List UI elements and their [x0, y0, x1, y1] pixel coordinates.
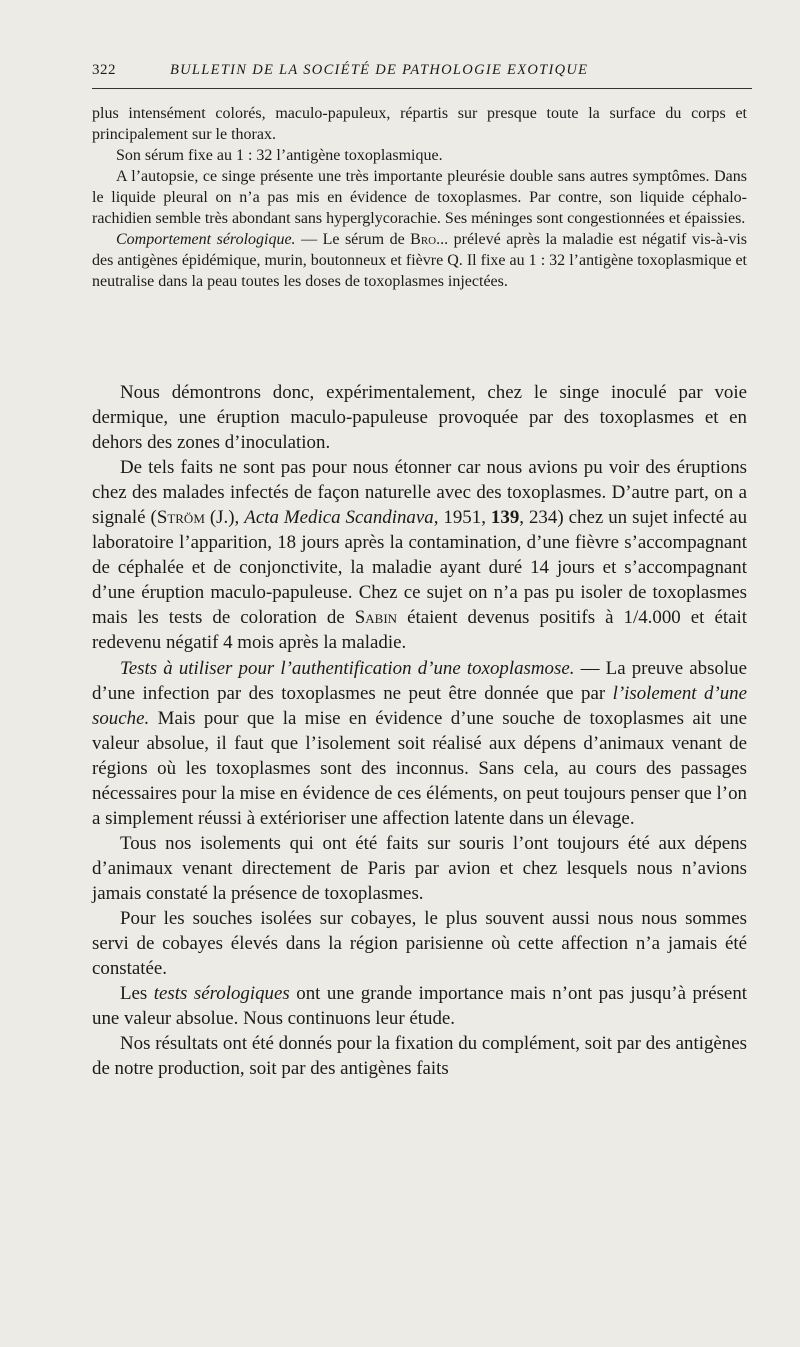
paragraph: De tels faits ne sont pas pour nous étonner car nous avions pu voir des éruptions chez des malades infectés de façon naturelle avec des toxoplasmes. D’autre part, on a signalé (Ström (J.), Acta Medica Scandinava, 1951, 139, 234) chez un sujet infecté au laboratoire l’apparition, 18 jours après la contamination, d’une fièvre s’accompagnant de céphalée et de conjonctivite, la maladie ayant duré 14 jours et s’accompagnant d’une éruption maculo-papuleuse. Chez ce sujet on n’a pas pu isoler de toxoplasmes mais les tests de coloration de Sabin étaient devenus positifs à 1/4.000 et était redevenu négatif 4 mois après la maladie.: [92, 457, 748, 654]
paragraph: Pour les souches isolées sur cobayes, le plus souvent aussi nous nous sommes servi de cobayes élevés dans la région parisienne où cette affection n’a jamais été constatée.: [92, 907, 747, 980]
author-name: Ström: [156, 507, 205, 529]
author-name: Bro: [410, 231, 437, 248]
section-heading: Comportement sérologique.: [116, 231, 296, 248]
paragraph: Nous démontrons donc, expérimentalement, chez le singe inoculé par voie dermique, une éruption maculo-papuleuse provoquée par des toxoplasmes et en dehors des zones d’inoculation.: [92, 382, 747, 454]
page-header: [92, 62, 752, 79]
section-heading: Tests à utiliser pour l’authentification d’une toxoplasmose.: [120, 657, 575, 679]
header-rule: [92, 88, 752, 89]
running-title: BULLETIN DE LA SOCIÉTÉ DE PATHOLOGIE EXOTIQUE: [170, 62, 589, 78]
main-text-section: [92, 380, 747, 1081]
paragraph: Nos résultats ont été donnés pour la fixation du complément, soit par des antigènes de notre production, soit par des antigènes faits: [92, 1033, 747, 1080]
emphasis: l’isolement d’une souche.: [92, 682, 747, 729]
emphasis: tests sérologiques: [153, 983, 290, 1005]
author-name: Sabin: [354, 607, 398, 629]
page-number: 322: [92, 62, 116, 78]
journal-title: Acta Medica Scandinava: [244, 507, 434, 529]
paragraph: Son sérum fixe au 1 : 32 l’antigène toxoplasmique.: [116, 147, 443, 164]
paragraph: plus intensément colorés, maculo-papuleux, répartis sur presque toute la surface du corps et principalement sur le thorax.: [92, 105, 747, 143]
paragraph: Tous nos isolements qui ont été faits sur souris l’ont toujours été aux dépens d’animaux venant directement de Paris par avion et chez lesquels nous n’avions jamais constaté la présence de toxoplasmes.: [92, 832, 747, 904]
small-print-section: [92, 103, 747, 292]
journal-volume: 139: [490, 507, 520, 529]
paragraph: A l’autopsie, ce singe présente une très importante pleurésie double sans autres symptômes. Dans le liquide pleural on n’a pas mis en évidence de toxoplasmes. Par contre, son liquide céphalo-rachidien semble très abondant sans hyperglycorachie. Ses méninges sont congestionnées et épaissies.: [92, 168, 747, 227]
paragraph: Comportement sérologique. — Le sérum de Bro... prélevé après la maladie est négatif vis-à-vis des antigènes épidémique, murin, boutonneux et fièvre Q. Il fixe au 1 : 32 l’antigène toxoplasmique et neutralise dans la peau toutes les doses de toxoplasmes injectées.: [92, 231, 747, 290]
paragraph: Les tests sérologiques ont une grande importance mais n’ont pas jusqu’à présent une valeur absolue. Nous continuons leur étude.: [92, 983, 748, 1030]
paragraph: Tests à utiliser pour l’authentification d’une toxoplasmose. — La preuve absolue d’une infection par des toxoplasmes ne peut être donnée que par l’isolement d’une souche. Mais pour que la mise en évidence d’une souche de toxoplasmes ait une valeur absolue, il faut que l’isolement soit réalisé aux dépens d’animaux venant de régions où les toxoplasmes sont des inconnus. Sans cela, au cours des passages nécessaires pour la mise en évidence de ces éléments, on peut toujours penser que l’on a simplement réussi à extérioriser une affection latente dans un élevage.: [92, 657, 747, 829]
